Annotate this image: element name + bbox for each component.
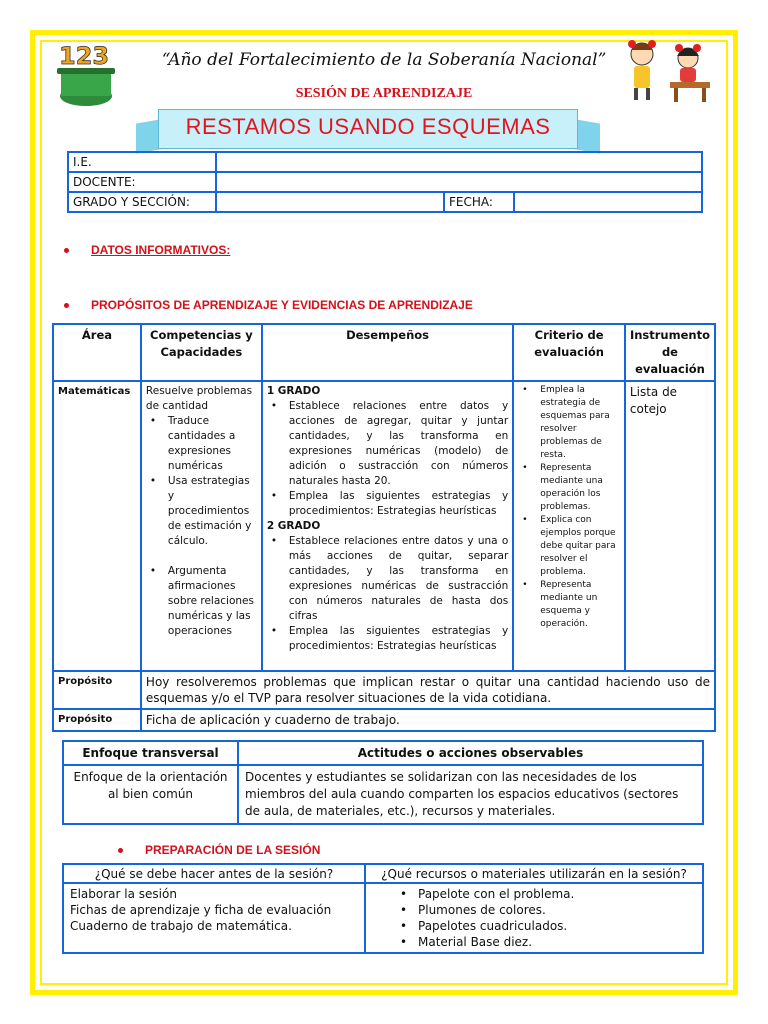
list-item: • Representa mediante un esquema y operación. — [518, 579, 620, 631]
header-instrumento: Instrumento de evaluación — [625, 324, 715, 381]
ie-field[interactable] — [216, 152, 702, 172]
list-item: • Emplea las siguientes estrategias y procedimientos: Estrategias heurísticas — [267, 489, 508, 519]
propositos-heading-text: PROPÓSITOS DE APRENDIZAJE Y EVIDENCIAS DE APRENDIZAJE — [91, 298, 473, 312]
competencies-table — [52, 323, 716, 732]
grado-label: GRADO Y SECCIÓN: — [68, 192, 216, 212]
header-desempenos: Desempeños — [262, 324, 513, 381]
list-item: • Usa estrategias y procedimientos de estimación y cálculo. — [146, 474, 257, 549]
year-motto: “Año del Fortalecimiento de la Soberanía Nacional” — [161, 50, 607, 70]
bullet-icon — [64, 248, 69, 253]
list-item: • Emplea las siguientes estrategias y procedimientos: Estrategias heurísticas — [267, 624, 508, 654]
list-item: • Emplea la estrategia de esquemas para resolver problemas de resta. — [518, 384, 620, 462]
recursos-header: ¿Qué recursos o materiales utilizarán en la sesión? — [365, 864, 703, 883]
list-item: • Establece relaciones entre datos y una o más acciones de quitar, separar cantidades, y las transforma en expresiones numéricas de sustracción con números naturales de hasta dos cifras — [267, 534, 508, 624]
grado2-list — [267, 534, 508, 654]
evidencia-text: Ficha de aplicación y cuaderno de trabajo. — [141, 709, 715, 731]
list-item: Cuaderno de trabajo de matemática. — [70, 919, 292, 933]
info-table — [67, 151, 703, 213]
datos-heading-text: DATOS INFORMATIVOS: — [91, 243, 231, 257]
antes-cell — [63, 883, 365, 953]
proposito-text: Hoy resolveremos problemas que implican restar o quitar una cantidad haciendo uso de esquemas y/o el TVP para resolver situaciones de la vida cotidiana. — [141, 671, 715, 709]
enfoque-table — [62, 740, 704, 825]
grado-field[interactable] — [216, 192, 444, 212]
instrumento-cell: Lista de cotejo — [625, 381, 715, 671]
recursos-list — [372, 886, 696, 950]
grado2-label: 2 GRADO — [266, 520, 321, 532]
bullet-icon — [64, 303, 69, 308]
list-item: • Representa mediante una operación los problemas. — [518, 462, 620, 514]
competencia-text: Resuelve problemas de cantidad — [145, 385, 253, 412]
recursos-cell — [365, 883, 703, 953]
list-item: • Papelotes cuadriculados. — [396, 918, 696, 934]
logo-number-text: 123 — [59, 42, 110, 70]
datos-heading — [64, 243, 230, 257]
header-competencias: Competencias y Capacidades — [141, 324, 262, 381]
grado1-label: 1 GRADO — [266, 385, 321, 397]
list-item: • Material Base diez. — [396, 934, 696, 950]
area-cell: Matemáticas — [53, 381, 141, 671]
list-item: • Papelote con el problema. — [396, 886, 696, 902]
list-item: • Argumenta afirmaciones sobre relaciones numéricas y las operaciones — [146, 564, 257, 639]
desempenos-cell — [262, 381, 513, 671]
list-item: • Explica con ejemplos porque debe quitar para resolver el problema. — [518, 514, 620, 579]
preparacion-heading — [118, 843, 320, 857]
docente-field[interactable] — [216, 172, 702, 192]
actitudes-cell: Docentes y estudiantes se solidarizan con las necesidades de los miembros del aula cuando comparten los espacios educativos (sectores de aula, de materiales, etc.), recursos y materiales. — [238, 765, 703, 824]
preparacion-table — [62, 863, 704, 954]
evidencia-label: Propósito — [53, 709, 141, 731]
enfoque-header: Enfoque transversal — [63, 741, 238, 765]
enfoque-cell: Enfoque de la orientación al bien común — [63, 765, 238, 824]
list-item: • Establece relaciones entre datos y acciones de agregar, quitar y juntar cantidades, y las transforma en expresiones numéricas (modelo) de adición o sustracción con números naturales hasta 20. — [267, 399, 508, 489]
antes-header: ¿Qué se debe hacer antes de la sesión? — [63, 864, 365, 883]
list-item: • Traduce cantidades a expresiones numéricas — [146, 414, 257, 474]
propositos-heading — [64, 298, 473, 312]
actitudes-header: Actitudes o acciones observables — [238, 741, 703, 765]
header-area: Área — [53, 324, 141, 381]
criterios-list — [518, 384, 620, 631]
preparacion-heading-text: PREPARACIÓN DE LA SESIÓN — [145, 843, 321, 857]
list-item: Fichas de aprendizaje y ficha de evaluación — [70, 903, 332, 917]
session-label: SESIÓN DE APRENDIZAJE — [295, 86, 473, 101]
list-item: • Plumones de colores. — [396, 902, 696, 918]
header-criterio: Criterio de evaluación — [513, 324, 625, 381]
grado1-list — [267, 399, 508, 519]
ie-label: I.E. — [68, 152, 216, 172]
list-item: Elaborar la sesión — [70, 887, 177, 901]
bullet-icon — [118, 848, 123, 853]
competencias-cell — [141, 381, 262, 671]
fecha-label: FECHA: — [444, 192, 514, 212]
proposito-label: Propósito — [53, 671, 141, 709]
docente-label: DOCENTE: — [68, 172, 216, 192]
capacidades-list — [146, 414, 257, 639]
page-title: RESTAMOS USANDO ESQUEMAS — [185, 114, 551, 139]
fecha-field[interactable] — [514, 192, 702, 212]
criterio-cell — [513, 381, 625, 671]
